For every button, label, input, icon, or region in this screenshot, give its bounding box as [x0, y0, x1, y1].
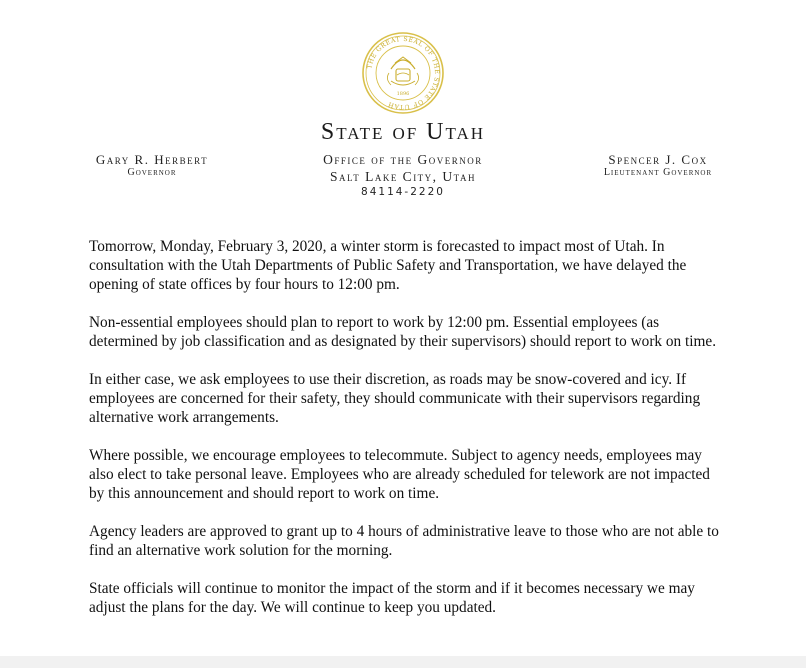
lieutenant-governor-name: Spencer J. Cox: [608, 152, 708, 167]
state-seal-logo: [361, 31, 445, 115]
lieutenant-governor-title: Lieutenant Governor: [603, 167, 713, 178]
letter-body: [89, 237, 729, 636]
paragraph-admin-leave: Agency leaders are approved to grant up to 4 hours of administrative leave to those who are not able to find an alternative work solution for the morning.: [89, 523, 719, 559]
governor-name: Gary R. Herbert: [95, 152, 209, 167]
paragraph-discretion: In either case, we ask employees to use their discretion, as roads may be snow-covered and icy. If employees are concerned for their safety, they should communicate with their supervisors regarding alternative work arrangements.: [89, 371, 701, 426]
state-seal-icon: [361, 31, 445, 115]
paragraph-report-time: Non-essential employees should plan to report to work by 12:00 pm. Essential employees (as determined by job classification and as designated by their supervisors) should report to work on time.: [89, 314, 717, 350]
paragraph-monitoring: State officials will continue to monitor the impact of the storm and if it becomes necessary we may adjust the plans for the day. We will continue to keep you updated.: [89, 580, 695, 616]
bottom-strip: [0, 656, 806, 668]
governor-title: Governor: [127, 167, 177, 178]
svg-text:THE GREAT SEAL OF THE STATE OF: THE GREAT SEAL OF THE STATE OF UTAH: [366, 35, 441, 111]
office-line: Office of the Governor: [323, 152, 483, 167]
state-title: State of Utah: [320, 119, 486, 145]
paragraph-telecommute: Where possible, we encourage employees to telecommute. Subject to agency needs, employees may also elect to take personal leave. Employees who are already scheduled for telework are not impacted by this announcement and should report to work on time.: [89, 447, 710, 502]
zip-line: 84114-2220: [361, 186, 445, 198]
paragraph-storm-delay: Tomorrow, Monday, February 3, 2020, a winter storm is forecasted to impact most of Utah. In consultation with the Utah Departments of Public Safety and Transportation, we have delayed the opening of state offices by four hours to 12:00 pm.: [89, 238, 687, 293]
svg-text:1896: 1896: [396, 91, 410, 97]
city-line: Salt Lake City, Utah: [330, 169, 476, 184]
